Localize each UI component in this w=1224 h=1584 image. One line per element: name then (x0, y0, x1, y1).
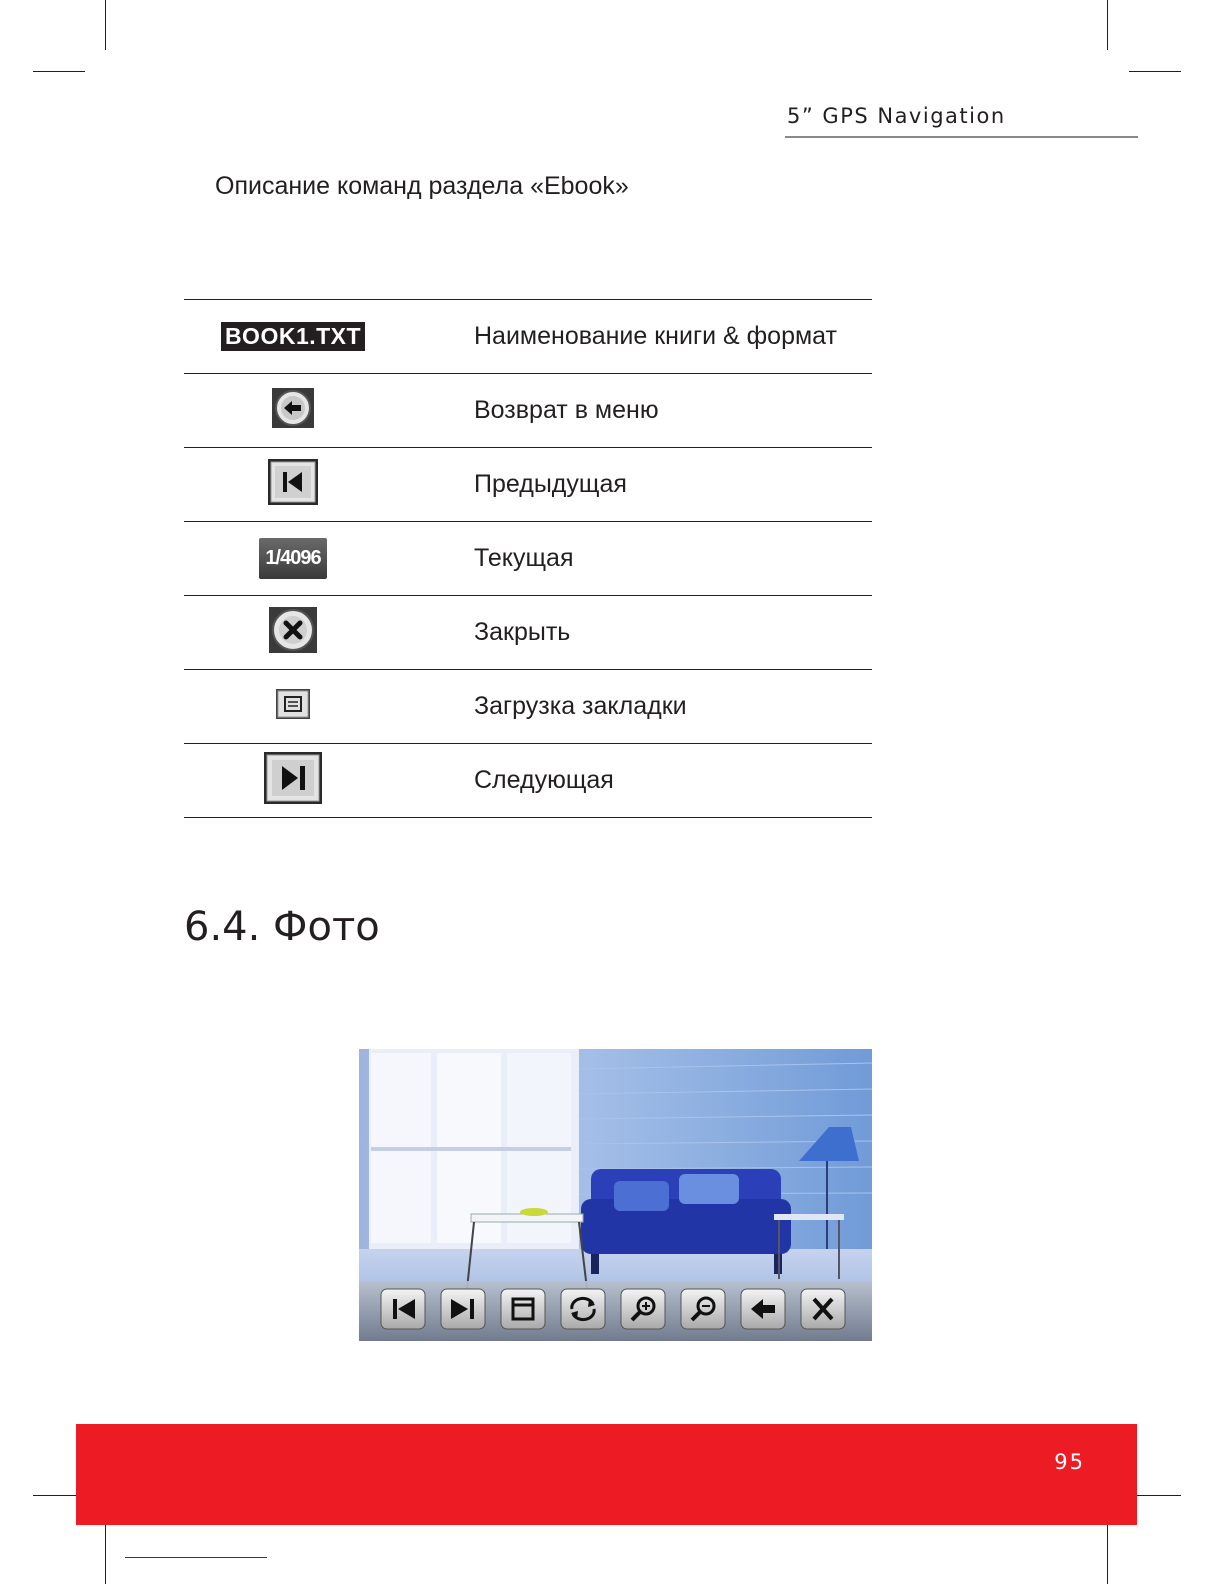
table-row (184, 670, 872, 744)
crop-mark (1129, 71, 1181, 72)
command-description: Закрыть (402, 596, 872, 670)
photo-toolbar (379, 1287, 859, 1333)
divider (125, 1557, 267, 1558)
next-icon (441, 1289, 485, 1329)
close-x-icon (801, 1289, 845, 1329)
zoom-in-icon (621, 1289, 665, 1329)
previous-page-icon (268, 459, 318, 510)
page-counter-label: 1/4096 (259, 538, 326, 579)
book-title-label: BOOK1.TXT (221, 322, 365, 351)
table-row (184, 300, 872, 374)
table-row (184, 596, 872, 670)
previous-icon (381, 1289, 425, 1329)
crop-mark (105, 1515, 106, 1584)
table-row (184, 448, 872, 522)
header-rule (785, 136, 1138, 138)
page-number: 95 (1054, 1450, 1085, 1474)
rotate-icon (561, 1289, 605, 1329)
command-description: Возврат в меню (402, 374, 872, 448)
next-page-icon (264, 752, 322, 809)
table-row (184, 744, 872, 818)
photo-section-heading: 6.4. Фото (184, 904, 380, 950)
close-icon (269, 607, 317, 658)
command-description: Наименование книги & формат (402, 300, 872, 374)
back-arrow-icon (272, 388, 314, 433)
photo-screenshot (359, 1049, 872, 1341)
command-description: Загрузка закладки (402, 670, 872, 744)
zoom-out-icon (681, 1289, 725, 1329)
ebook-commands-table (184, 299, 872, 818)
table-row (184, 374, 872, 448)
crop-mark (33, 71, 85, 72)
bookmark-icon (276, 689, 310, 724)
crop-mark (105, 0, 106, 50)
crop-mark (1107, 0, 1108, 50)
running-header: 5” GPS Navigation (787, 104, 1006, 128)
window-icon (501, 1289, 545, 1329)
table-row (184, 522, 872, 596)
crop-mark (1107, 1515, 1108, 1584)
command-description: Предыдущая (402, 448, 872, 522)
command-description: Следующая (402, 744, 872, 818)
footer-band (76, 1424, 1137, 1525)
command-description: Текущая (402, 522, 872, 596)
ebook-section-caption: Описание команд раздела «Ebook» (215, 172, 629, 200)
back-arrow-icon (741, 1289, 785, 1329)
